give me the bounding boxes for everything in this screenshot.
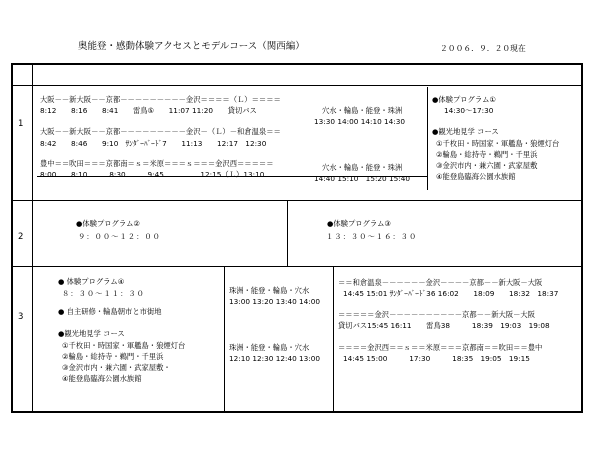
list-item: ③金沢市内・兼六園・武家屋敷: [436, 161, 538, 170]
list-item: ④能登島臨海公園水族館: [62, 374, 142, 383]
list-item: ①千枚田・時国家・軍艦島・狼煙灯台: [62, 341, 186, 350]
list-item: ④能登島臨海公園水族館: [436, 172, 516, 181]
day-number-2: 2: [18, 232, 24, 242]
list-item: ②輪島・総持寺・鵜門・千里浜: [62, 352, 164, 361]
list-item: ③金沢市内・兼六園・武家屋敷・: [62, 363, 171, 372]
day3-self-study: ● 自主研修・輪島朝市と市街地: [58, 307, 162, 316]
page-title: 奥能登・感動体験アクセスとモデルコース（関西編）: [78, 41, 305, 52]
day-number-1: 1: [18, 119, 24, 129]
as-of-date: ２００６．９．２０現在: [440, 44, 526, 53]
day-number-3: 3: [18, 312, 24, 322]
list-item: ①千枚田・時国家・軍艦島・狼煙灯台: [436, 139, 560, 148]
list-item: ②輪島・総持寺・鵜門・千里浜: [436, 150, 538, 159]
